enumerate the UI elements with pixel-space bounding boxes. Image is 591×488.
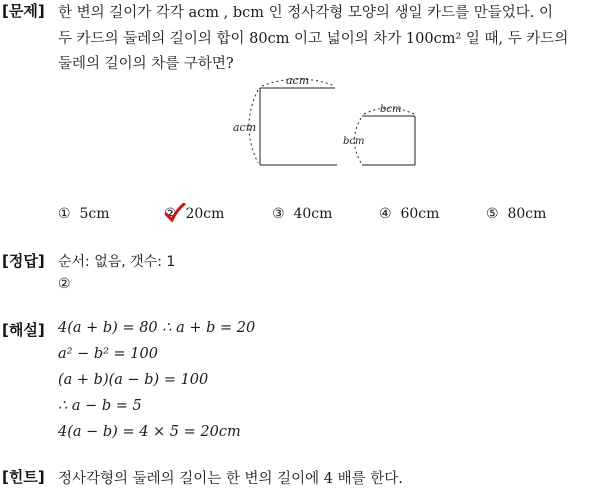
option-5-number: ⑤ [486,206,499,222]
solution-line-2: a² − b² = 100 [58,346,158,362]
option-3-text: 40cm [293,206,333,222]
answer-choice: ② [58,276,71,292]
option-5[interactable] [486,206,546,222]
solution-line-1: 4(a + b) = 80 ∴ a + b = 20 [58,320,256,336]
problem-line-2: 두 카드의 둘레의 길이의 합이 80cm 이고 넓이의 차가 100cm² 일 때, 두 카드의 [58,31,569,47]
big-left-label: acm [233,121,257,134]
option-2-number: ② [164,206,177,222]
option-3[interactable] [272,206,332,222]
problem-line-3: 둘레의 길이의 차를 구하면? [58,56,234,72]
option-4-text: 60cm [400,206,440,222]
hint-label: [힌트] [2,468,45,486]
hint-text: 정사각형의 둘레의 길이는 한 변의 길이에 4 배를 한다. [58,471,403,487]
option-5-text: 80cm [507,206,547,222]
option-1-text: 5cm [79,206,110,222]
big-square [233,74,337,165]
small-top-label: bcm [380,104,402,115]
problem-label: [문제] [2,2,45,20]
option-2[interactable] [164,206,224,222]
option-4[interactable] [379,206,439,222]
check-mark-icon [164,203,186,223]
option-2-text: 20cm [185,206,225,222]
big-top-label: acm [286,74,310,87]
option-4-number: ④ [379,206,392,222]
problem-line-1: 한 변의 길이가 각각 acm , bcm 인 정사각형 모양의 생일 카드를 만들었다. 이 [58,5,553,21]
small-left-label: bcm [343,136,365,147]
solution-line-3: (a + b)(a − b) = 100 [58,372,209,388]
answer-order-count: 순서: 없음, 갯수: 1 [58,254,176,270]
answer-label: [정답] [2,252,45,270]
option-1-number: ① [58,206,71,222]
solution-label: [해설] [2,321,45,339]
option-3-number: ③ [272,206,285,222]
option-1[interactable] [58,206,110,222]
solution-line-4: ∴ a − b = 5 [58,398,142,414]
small-square [343,104,415,165]
solution-line-5: 4(a − b) = 4 × 5 = 20cm [58,424,241,440]
